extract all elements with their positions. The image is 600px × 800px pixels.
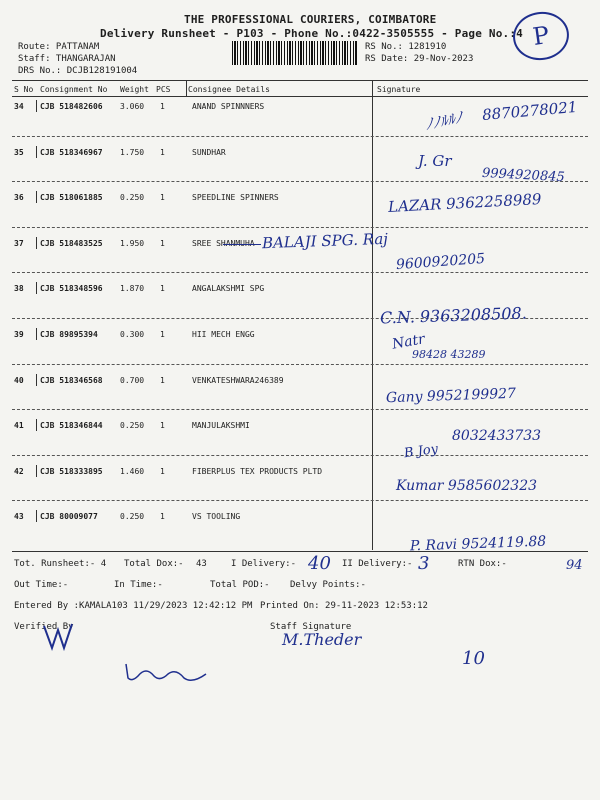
row-consignee: MANJULAKSHMI [192, 421, 250, 431]
handwritten-sign-36: LAZAR 9362258989 [387, 189, 542, 217]
row-sno: 39 [14, 330, 24, 339]
row-weight: 1.870 [120, 284, 145, 294]
row-sno: 35 [14, 147, 24, 157]
row-consignee: SREE SHANMUHA [192, 238, 255, 248]
row-separator [12, 227, 588, 228]
verified-by-label: Verified By [14, 622, 74, 632]
header-divider [186, 80, 187, 96]
row-separator [12, 500, 588, 501]
handwritten-phone-39: 98428 43289 [412, 348, 486, 361]
row-pcs: 1 [160, 193, 165, 203]
row-separator [12, 455, 588, 456]
row-sno: 36 [14, 193, 24, 203]
row-weight: 0.250 [120, 512, 145, 522]
handwritten-sign-39: Natr [390, 331, 427, 353]
route-label: Route: PATTANAM [18, 42, 100, 52]
row-sno: 34 [14, 102, 24, 111]
handwritten-phone-37: 9600920205 [395, 250, 486, 274]
row-consignment: CJB 518346967 [40, 147, 103, 157]
row-pcs: 1 [160, 284, 165, 294]
row-pcs: 1 [160, 375, 165, 385]
col-signature: Signature [377, 85, 421, 94]
delivery-points: Delvy Points:- [290, 580, 366, 590]
table-top-rule [12, 80, 588, 81]
row-consignee: FIBERPLUS TEX PRODUCTS PLTD [192, 466, 323, 476]
in-time: In Time:- [114, 580, 163, 590]
handwritten-phone-34: 8870278021 [481, 97, 579, 125]
row-sno: 37 [14, 238, 24, 248]
col-pcs: PCS [156, 85, 171, 94]
row-weight: 3.060 [120, 102, 145, 111]
row-weight: 1.950 [120, 238, 145, 248]
row-weight: 1.460 [120, 466, 145, 476]
verifier-signature [40, 620, 80, 654]
row-consignment: CJB 518483525 [40, 238, 103, 248]
staff-signature-label: Staff Signature [270, 622, 352, 632]
row-separator [12, 364, 588, 365]
handwritten-phone-41: 8032433733 [452, 428, 542, 444]
row-consignee: ANAND SPINNNERS [192, 102, 265, 111]
handwritten-sign-43: P. Ravi 9524119.88 [409, 533, 547, 555]
staff-label: Staff: THANGARAJAN [18, 54, 116, 64]
row-divider-tick [36, 282, 37, 294]
row-separator [12, 136, 588, 137]
row-sno: 40 [14, 375, 24, 385]
row-weight: 0.700 [120, 375, 145, 385]
row-divider-tick [36, 419, 37, 431]
drs-number: DRS No.: DCJB128191004 [18, 66, 138, 76]
col-weight: Weight [120, 85, 149, 94]
rtn-dox-label: RTN Dox:- [458, 559, 507, 569]
row-pcs: 1 [160, 102, 165, 111]
row-sno: 43 [14, 512, 24, 522]
handwritten-sign-34: ﾉﾉﾙﾙﾉ [423, 108, 465, 134]
barcode-image [232, 41, 358, 65]
row-pcs: 1 [160, 238, 165, 248]
row-weight: 0.250 [120, 421, 145, 431]
out-time: Out Time:- [14, 580, 69, 590]
ii-delivery-label: II Delivery:- [342, 559, 413, 569]
row-pcs: 1 [160, 330, 165, 339]
second-signature [120, 656, 212, 686]
row-consignee: VENKATESHWARA246389 [192, 375, 284, 385]
row-consignment: CJB 518482606 [40, 102, 103, 111]
strike-through-mark [223, 244, 261, 245]
row-pcs: 1 [160, 466, 165, 476]
total-runsheet: Tot. Runsheet:- 4 [14, 559, 107, 569]
printed-on: Printed On: 29-11-2023 12:53:12 [260, 601, 428, 611]
company-name: THE PROFESSIONAL COURIERS, COIMBATORE [184, 13, 437, 26]
rs-date: RS Date: 29-Nov-2023 [365, 54, 474, 64]
row-consignee: SPEEDLINE SPINNERS [192, 193, 279, 203]
row-divider-tick [36, 374, 37, 386]
row-consignee: ANGALAKSHMI SPG [192, 284, 265, 294]
total-dox-label: Total Dox:- [124, 559, 184, 569]
handwritten-count: 10 [462, 648, 485, 669]
row-consignee: HII MECH ENGG [192, 330, 255, 339]
row-consignment: CJB 80009077 [40, 512, 98, 522]
row-divider-tick [36, 237, 37, 249]
row-consignment: CJB 518333895 [40, 466, 103, 476]
signature-column-divider [372, 80, 373, 550]
handwritten-sign-41: B Joy [403, 441, 439, 462]
table-header-rule [12, 96, 588, 97]
row-weight: 0.300 [120, 330, 145, 339]
handwritten-sign-40: Gany 9952199927 [385, 385, 517, 407]
i-delivery-label: I Delivery:- [231, 559, 297, 569]
handwritten-sign-42: Kumar 9585602323 [396, 478, 538, 494]
handwritten-sign-38: C.N. 9363208508. [379, 303, 528, 328]
col-consignment: Consignment No [40, 85, 108, 94]
handwritten-phone-35: 9994920845 [481, 165, 566, 186]
handwritten-rtn: 94 [566, 558, 583, 573]
row-pcs: 1 [160, 421, 165, 431]
row-sno: 38 [14, 284, 24, 294]
handwritten-ii-delivery: 3 [418, 553, 430, 574]
page-stamp: P [510, 8, 572, 63]
total-dox-value: 43 [196, 559, 207, 569]
row-pcs: 1 [160, 147, 165, 157]
total-pod: Total POD:- [210, 580, 270, 590]
row-divider-tick [36, 510, 37, 522]
row-consignee: SUNDHAR [192, 147, 226, 157]
row-sno: 42 [14, 466, 24, 476]
row-consignment: CJB 518346844 [40, 421, 103, 431]
runsheet-subtitle: Delivery Runsheet - P103 - Phone No.:0422-3505555 - Page No.:4 [100, 27, 523, 40]
row-divider-tick [36, 465, 37, 477]
row-divider-tick [36, 328, 37, 340]
row-divider-tick [36, 146, 37, 158]
col-consignee: Consignee Details [188, 85, 270, 94]
handwritten-sign-35: J. Gr [418, 152, 452, 170]
row-divider-tick [36, 191, 37, 203]
row-separator [12, 272, 588, 273]
entered-by: Entered By :KAMALA103 11/29/2023 12:42:12 PM [14, 601, 253, 611]
staff-signature: M.Theder [282, 630, 362, 649]
row-consignee: VS TOOLING [192, 512, 241, 522]
row-consignment: CJB 518346568 [40, 375, 103, 385]
col-sno: S No [14, 85, 34, 94]
row-consignment: CJB 89895394 [40, 330, 98, 339]
handwritten-sign-37: BALAJI SPG. Raj [261, 229, 389, 253]
row-weight: 1.750 [120, 147, 145, 157]
row-sno: 41 [14, 421, 24, 431]
row-weight: 0.250 [120, 193, 145, 203]
row-divider-tick [36, 100, 37, 112]
row-pcs: 1 [160, 512, 165, 522]
table-bottom-rule [12, 551, 588, 552]
handwritten-i-delivery: 40 [308, 553, 331, 574]
row-consignment: CJB 518348596 [40, 284, 103, 294]
rs-number: RS No.: 1281910 [365, 42, 447, 52]
row-separator [12, 409, 588, 410]
row-consignment: CJB 518061885 [40, 193, 103, 203]
